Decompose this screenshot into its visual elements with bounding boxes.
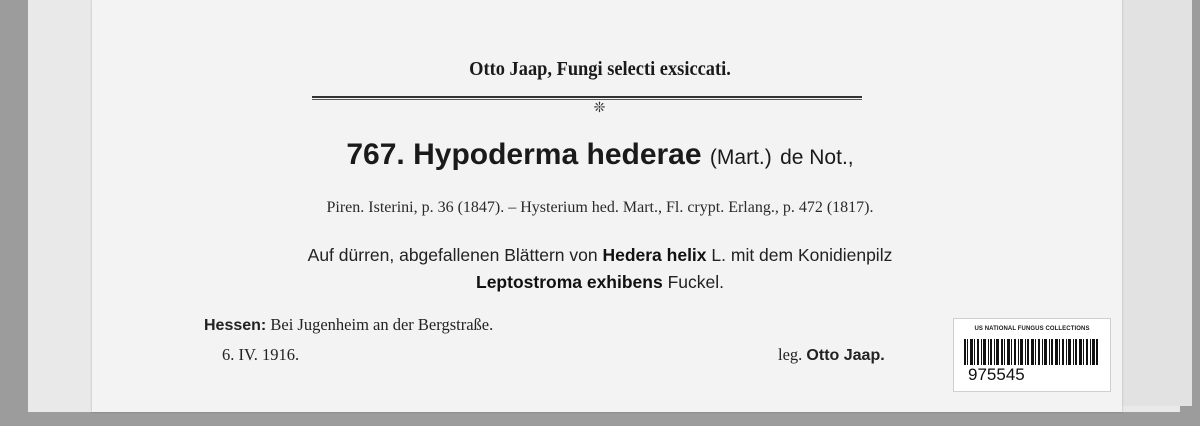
species-title <box>0 138 1200 172</box>
collector-name: Otto Jaap. <box>806 347 885 364</box>
species-name: Hypoderma hederae <box>413 138 702 171</box>
locality <box>204 315 493 335</box>
habitat-description <box>0 242 1200 296</box>
barcode-icon <box>964 339 1098 367</box>
habitat-text-1: Auf dürren, abgefallenen Blättern von <box>307 245 598 265</box>
collection-date: 6. IV. 1916. <box>222 345 300 364</box>
barcode-number: 975545 <box>968 365 1025 384</box>
series-title: Otto Jaap, Fungi selecti exsiccati. <box>469 58 731 80</box>
author-name: de Not., <box>780 146 854 169</box>
barcode-label <box>953 318 1111 392</box>
divider-rule <box>312 96 862 98</box>
exsiccata-number: 767. <box>346 138 405 171</box>
collector <box>778 345 885 365</box>
host-name: Hedera helix <box>602 245 707 265</box>
ornament-icon: ❊ <box>593 101 607 116</box>
locality-region: Hessen: <box>204 317 267 334</box>
author-parenthetical: (Mart.) <box>709 146 772 169</box>
literature-reference: Piren. Isterini, p. 36 (1847). – Hysterium hed. Mart., Fl. crypt. Erlang., p. 472 (1817). <box>326 199 874 216</box>
habitat-text-3: Fuckel. <box>667 272 724 292</box>
locality-place: Bei Jugenheim an der Bergstraße. <box>270 315 494 334</box>
collector-prefix: leg. <box>778 345 803 364</box>
habitat-text-2: L. mit dem Konidienpilz <box>711 245 893 265</box>
conidial-fungus-name: Leptostroma exhibens <box>476 272 663 292</box>
barcode-header: US NATIONAL FUNGUS COLLECTIONS <box>974 326 1090 332</box>
